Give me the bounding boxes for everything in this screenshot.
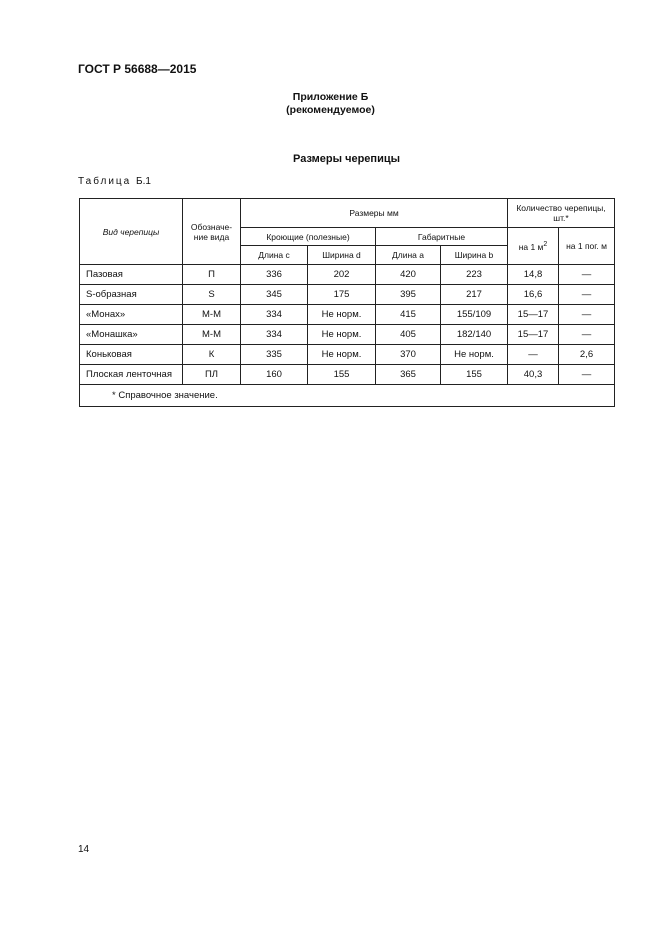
appendix-title: Приложение Б <box>292 91 369 103</box>
appendix-heading <box>0 91 661 117</box>
table-footnote-row <box>80 385 615 407</box>
table-caption <box>78 176 151 187</box>
col-header-covering: Кроющие (полезные) <box>241 228 376 246</box>
col-header-overall-length: Длина a <box>376 246 441 265</box>
section-title: Размеры черепицы <box>293 153 400 165</box>
table-footnote: * Справочное значение. <box>80 385 615 407</box>
page-number: 14 <box>78 844 90 855</box>
col-header-cover-width: Ширина d <box>308 246 376 265</box>
col-header-overall: Габаритные <box>376 228 508 246</box>
col-header-per-m: на 1 пог. м <box>559 228 615 265</box>
col-header-cover-length: Длина c <box>241 246 308 265</box>
table-row: Коньковая К 335 Не норм. 370 Не норм. — 2,6 <box>80 345 615 365</box>
table-caption-number: Б.1 <box>136 176 151 187</box>
table-row: Пазовая П 336 202 420 223 14,8 — <box>80 265 615 285</box>
col-header-sizes: Размеры мм <box>241 199 508 228</box>
col-header-designation: Обозначе-ние вида <box>183 199 241 265</box>
table-row: «Монах» М-М 334 Не норм. 415 155/109 15—17 — <box>80 305 615 325</box>
col-header-overall-width: Ширина b <box>441 246 508 265</box>
table-caption-label: Таблица <box>78 176 132 187</box>
col-header-per-m2: на 1 $м^2$ <box>508 228 559 265</box>
appendix-subtitle: (рекомендуемое) <box>286 104 375 116</box>
table-row: Плоская ленточная ПЛ 160 155 365 155 40,3 — <box>80 365 615 385</box>
document-code: ГОСТ Р 56688—2015 <box>78 62 197 76</box>
table-row: «Монашка» М-М 334 Не норм. 405 182/140 15—17 — <box>80 325 615 345</box>
tile-dimensions-table <box>79 198 615 407</box>
col-header-quantity: Количество черепицы, шт.* <box>508 199 615 228</box>
header-row-1 <box>80 199 615 228</box>
table-row: S-образная S 345 175 395 217 16,6 — <box>80 285 615 305</box>
col-header-type: Вид черепицы <box>80 199 183 265</box>
